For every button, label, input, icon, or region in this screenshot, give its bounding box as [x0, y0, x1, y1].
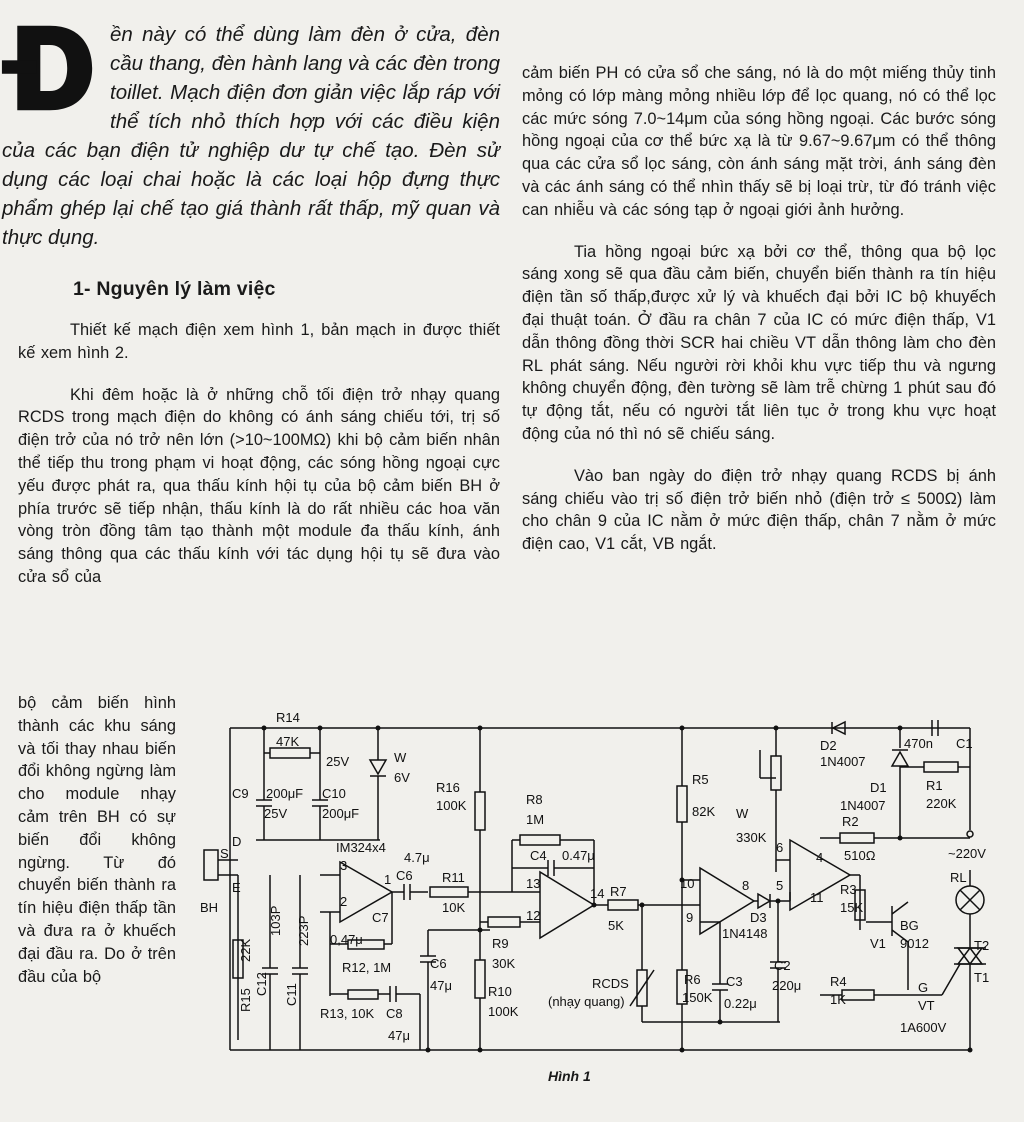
- label-r7-value: 5K: [608, 918, 624, 933]
- label-vt: VT: [918, 998, 935, 1013]
- label-c9-volt: 25V: [264, 806, 288, 821]
- label-r4-value: 1K: [830, 992, 846, 1007]
- label-r11-value: 10K: [442, 900, 466, 915]
- label-c3: C3: [726, 974, 743, 989]
- label-c11-value: 223P: [296, 915, 311, 946]
- label-r14: R14: [276, 710, 300, 725]
- label-d3: D3: [750, 910, 767, 925]
- label-bg-value: 9012: [900, 936, 929, 951]
- label-r9: R9: [492, 936, 509, 951]
- label-pin-10: 10: [680, 876, 695, 891]
- label-r4: R4: [830, 974, 847, 989]
- label-pot-value: 330K: [736, 830, 767, 845]
- label-c7: C7: [372, 910, 389, 925]
- label-c6a: C6: [396, 868, 413, 883]
- label-pin-12: 12: [526, 908, 541, 923]
- right-column: [512, 62, 996, 575]
- label-pin-14: 14: [590, 886, 605, 901]
- label-d1: D1: [870, 780, 887, 795]
- label-d1-value: 1N4007: [840, 798, 886, 813]
- label-r7: R7: [610, 884, 627, 899]
- label-r9-value: 30K: [492, 956, 516, 971]
- label-pin-13: 13: [526, 876, 541, 891]
- label-c3-value: 0.22μ: [724, 996, 757, 1011]
- label-pin-6: 6: [776, 840, 784, 855]
- label-r5: R5: [692, 772, 709, 787]
- label-c9: C9: [232, 786, 249, 801]
- label-r11: R11: [442, 870, 465, 885]
- left-paragraph-3: bộ cảm biến hình thành các khu sáng và tối thay nhau biến đổi không ngừng làm cho module nhạy cảm trên BH có sự biến đổi không ngừng. Từ đó chuyển biến thành ra tín hiệu điện thấp tần và đưa ra ở khuếch đại đầu ra. Do ở trên đầu của bộ: [18, 694, 176, 986]
- label-rcds: RCDS: [592, 976, 629, 991]
- label-s: S: [220, 846, 229, 861]
- label-pin-11: 11: [810, 890, 824, 905]
- label-c11: C11: [284, 983, 299, 1006]
- label-r6: R6: [684, 972, 701, 987]
- label-r16-value: 100K: [436, 798, 467, 813]
- label-c2: C2: [774, 958, 791, 973]
- label-r15-value: 22K: [238, 938, 253, 962]
- label-c6a-value: 4.7μ: [404, 850, 430, 865]
- label-v1: V1: [870, 936, 886, 951]
- label-vt-value: 1A600V: [900, 1020, 947, 1035]
- label-pin-1: 1: [384, 872, 392, 887]
- right-paragraph-3: Vào ban ngày do điện trở nhạy quang RCDS bị ánh sáng chiếu vào trị số điện trở biến nhỏ (điện trở ≤ 500Ω) làm cho chân 9 của IC nằm ở mức điện thấp, chân 7 nằm ở mức điện cao, V1 cắt, VB ngắt.: [522, 466, 996, 554]
- label-bg: BG: [900, 918, 919, 933]
- label-pin-4: 4: [816, 850, 824, 865]
- label-r8: R8: [526, 792, 543, 807]
- section-heading: 1- Nguyên lý làm việc: [73, 278, 276, 300]
- label-r12: R12, 1M: [342, 960, 392, 975]
- label-pin-9: 9: [686, 910, 694, 925]
- left-column: [0, 20, 500, 608]
- label-r2: R2: [842, 814, 859, 829]
- label-r6-value: 150K: [682, 990, 713, 1005]
- label-r3-value: 15K: [840, 900, 864, 915]
- label-zener-value: 6V: [394, 770, 410, 785]
- label-c1: C1: [956, 736, 973, 751]
- label-c2-value: 220μ: [772, 978, 802, 993]
- right-paragraph-2: Tia hồng ngoại bức xạ bởi cơ thể, thông qua bộ lọc sáng xong sẽ qua đầu cảm biến, chuyển biến thành ra tín hiệu điện tần số thấp,được xử lý và khuếch đại bởi IC bộ khuyếch đại thuật toán. Ở đầu ra chân 7 của IC có mức điện thấp, V1 dẫn thông đồng thời SCR hai chiều VT dẫn thông làm cho đèn RL phát sáng. Nếu người rời khỏi khu vực tiếp thu và ngưng không chuyển động, đèn tường sẽ làm trễ chừng 1 phút sau đó tự động tắt, nếu có người tắt liên tục ở trong khu vực hoạt động của nó thì nó sẽ chiếu sáng.: [522, 242, 996, 443]
- label-c10-volt: 25V: [326, 754, 350, 769]
- label-c7-value: 0,47μ: [330, 932, 363, 947]
- label-pin-5: 5: [776, 878, 784, 893]
- label-bh: BH: [200, 900, 219, 915]
- label-c4: C4: [530, 848, 547, 863]
- label-r8-value: 1M: [526, 812, 545, 827]
- left-paragraph-2: Khi đêm hoặc là ở những chỗ tối điện trở nhạy quang RCDS trong mạch điện do không có ánh sáng chiếu tới, trị số điện trở của nó trở nên lớn (>10~100MΩ) khi bộ cảm biến nhân thể tiếp thu trong phạm vi hoạt động, các sóng hồng ngoại cực yếu được phát ra, qua thấu kính hội tụ của bộ cảm biến BH ở phía trước sẽ tiếp nhận, thấu kính là do rất nhiều các hoa văn vòng tròn đồng tâm tạo thành một module đa thấu kính, ánh sáng thông qua các thấu kính với tác dụng hội tụ sẽ đưa vào cửa sổ của: [18, 385, 500, 586]
- dropcap-d: [0, 20, 96, 116]
- label-t2: T2: [974, 938, 990, 953]
- left-paragraph-1: Thiết kế mạch điện xem hình 1, bản mạch in được thiết kế xem hình 2.: [18, 321, 500, 362]
- label-r3: R3: [840, 882, 857, 897]
- right-paragraph-1: cảm biến PH có cửa sổ che sáng, nó là do một miếng thủy tinh mỏng có lớp màng mỏng nhiều lớp để lọc quang, nó có thể lọc các mức sóng 7.0~14μm của sóng hồng ngoại. Các bước sóng hồng ngoại của cơ thể bức xạ là từ 9.67~9.67μm có thể thông qua các cửa sổ lọc sáng, còn ánh sáng mặt trời, ánh sáng đèn và các ánh sáng có thể nhìn thấy sẽ bị loại trừ, từ đó tránh việc can nhiễu và các sóng tạp ở ngoại giới ảnh hưởng.: [522, 64, 996, 219]
- label-rcds-note: (nhạy quang): [548, 994, 625, 1009]
- label-pin-8: 8: [742, 878, 750, 893]
- label-c9-value: 200μF: [266, 786, 304, 801]
- label-c4-value: 0.47μ: [562, 848, 595, 863]
- circuit-diagram: [180, 700, 990, 1072]
- label-ic: IM324x4: [336, 840, 386, 855]
- lead-paragraph: ền này có thể dùng làm đèn ở cửa, đèn cầu thang, đèn hành lang và các đèn trong toillet. Mạch điện đơn giản việc lắp ráp với thể tích nhỏ thích hợp với các điều kiện của các bạn điện tử nghiệp dư tự chế tạo. Đèn sử dụng các loại chai hoặc là các loại hộp đựng thực phẩm ghép lại chế tạo giá thành rất thấp, mỹ quan và thực dụng.: [2, 23, 500, 249]
- label-ac: ~220V: [948, 846, 986, 861]
- label-r13: R13, 10K: [320, 1006, 375, 1021]
- label-r14-value: 47K: [276, 734, 300, 749]
- label-pin-2: 2: [340, 894, 348, 909]
- label-r10-value: 100K: [488, 1004, 519, 1019]
- label-d3-value: 1N4148: [722, 926, 768, 941]
- label-c8-value: 47μ: [388, 1028, 410, 1043]
- label-pin-3: 3: [340, 858, 348, 873]
- label-d2-value: 1N4007: [820, 754, 866, 769]
- label-d: D: [232, 834, 242, 849]
- label-c12: C12: [254, 972, 269, 996]
- label-r16: R16: [436, 780, 460, 795]
- label-c6b: C6: [430, 956, 447, 971]
- label-c8: C8: [386, 1006, 403, 1021]
- label-g: G: [918, 980, 929, 995]
- label-pot: W: [736, 806, 749, 821]
- label-c1-value: 470n: [904, 736, 933, 751]
- label-e: E: [232, 880, 241, 895]
- label-r5-value: 82K: [692, 804, 716, 819]
- label-zener: W: [394, 750, 407, 765]
- label-r15: R15: [238, 988, 253, 1012]
- label-r2-value: 510Ω: [844, 848, 876, 863]
- label-r1-value: 220K: [926, 796, 957, 811]
- label-t1: T1: [974, 970, 990, 985]
- label-lamp: RL: [950, 870, 967, 885]
- label-c12-value: 103P: [268, 905, 283, 936]
- label-r10: R10: [488, 984, 512, 999]
- label-d2: D2: [820, 738, 837, 753]
- figure-caption: Hình 1: [548, 1068, 591, 1084]
- label-c10: C10: [322, 786, 346, 801]
- label-c10-value: 200μF: [322, 806, 360, 821]
- label-r1: R1: [926, 778, 943, 793]
- label-c6b-value: 47μ: [430, 978, 452, 993]
